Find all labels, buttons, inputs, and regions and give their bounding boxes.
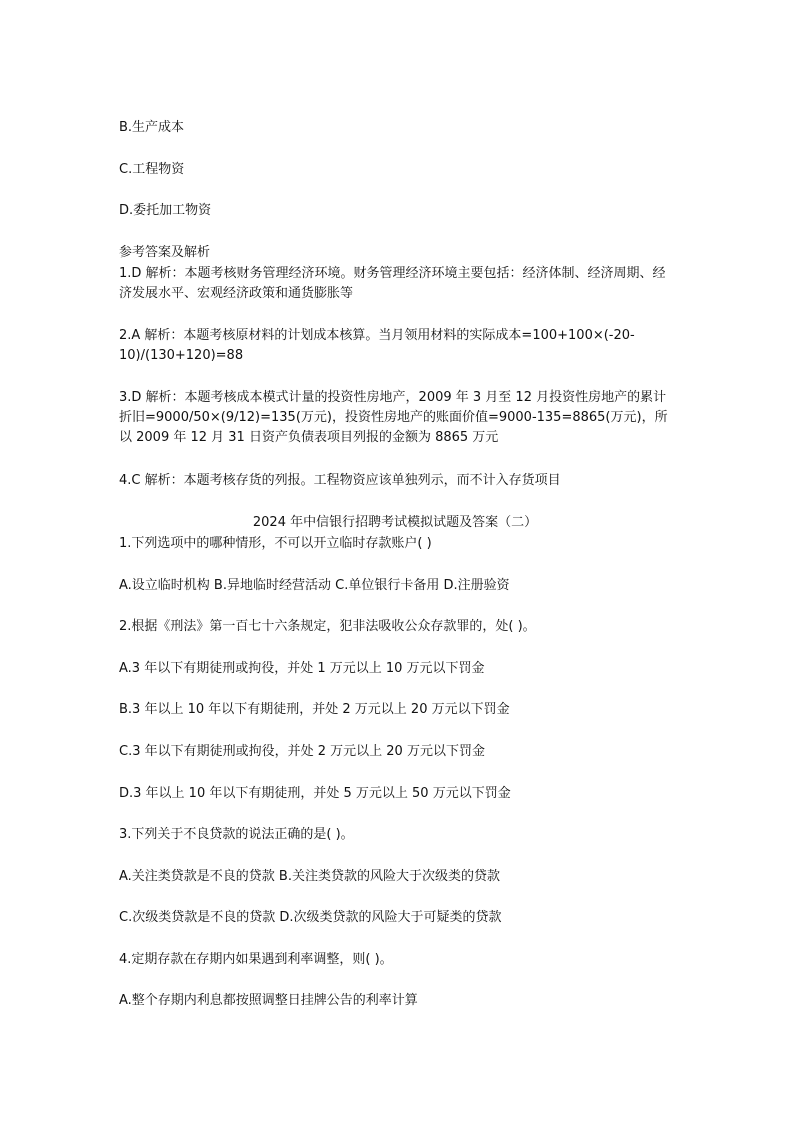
question-2-option-a: A.3 年以下有期徒刑或拘役，并处 1 万元以上 10 万元以下罚金 (119, 661, 485, 676)
question-1-options: A.设立临时机构 B.异地临时经营活动 C.单位银行卡备用 D.注册验资 (119, 578, 510, 593)
answers-heading: 参考答案及解析 (119, 245, 211, 260)
question-1: 1.下列选项中的哪种情形，不可以开立临时存款账户( ) (119, 536, 432, 551)
question-2: 2.根据《刑法》第一百七十六条规定，犯非法吸收公众存款罪的，处( )。 (119, 619, 536, 634)
section-title: 2024 年中信银行招聘考试模拟试题及答案（二） (252, 515, 538, 530)
question-2-option-b: B.3 年以上 10 年以下有期徒刑，并处 2 万元以上 20 万元以下罚金 (119, 702, 510, 717)
question-2-option-d: D.3 年以上 10 年以下有期徒刑，并处 5 万元以上 50 万元以下罚金 (119, 786, 511, 801)
answer-3: 3.D 解析：本题考核成本模式计量的投资性房地产，2009 年 3 月至 12 月投资性房地产的累计折旧=9000/50×(9/12)=135(万元)，投资性房地产的账面价值=9000-135=8865(万元)，所以 2009 年 12 月 31 日资产负债表项目列报的金额为 8865 万元 (119, 390, 668, 445)
option-c: C.工程物资 (119, 162, 185, 177)
answer-4: 4.C 解析：本题考核存货的列报。工程物资应该单独列示，而不计入存货项目 (119, 473, 561, 488)
answer-1: 1.D 解析：本题考核财务管理经济环境。财务管理经济环境主要包括：经济体制、经济周期、经济发展水平、宏观经济政策和通货膨胀等 (119, 266, 666, 301)
question-4-option-a: A.整个存期内利息都按照调整日挂牌公告的利率计算 (119, 993, 418, 1008)
question-3-options-cd: C.次级类贷款是不良的贷款 D.次级类贷款的风险大于可疑类的贷款 (119, 910, 502, 925)
question-2-option-c: C.3 年以下有期徒刑或拘役，并处 2 万元以上 20 万元以下罚金 (119, 744, 485, 759)
question-3-options-ab: A.关注类贷款是不良的贷款 B.关注类贷款的风险大于次级类的贷款 (119, 869, 500, 884)
question-4: 4.定期存款在存期内如果遇到利率调整，则( )。 (119, 952, 393, 967)
question-3: 3.下列关于不良贷款的说法正确的是( )。 (119, 827, 354, 842)
option-b: B.生产成本 (119, 120, 185, 135)
answer-2: 2.A 解析：本题考核原材料的计划成本核算。当月领用材料的实际成本=100+100×(-20-10)/(130+120)=88 (119, 328, 635, 363)
option-d: D.委托加工物资 (119, 203, 212, 218)
